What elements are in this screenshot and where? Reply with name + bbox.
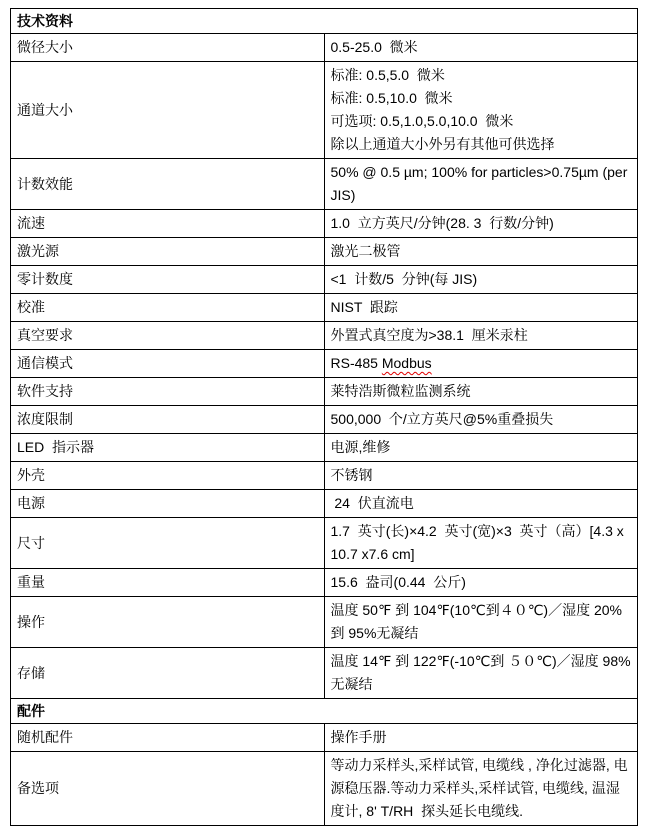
value-line: 莱特浩斯微粒监测系统 [330,383,471,399]
value-line: <1 计数/5 分钟(每 JIS) [330,271,478,287]
value-line: 温度 50℉ 到 104℉(10℃到４０℃)／湿度 20%到 95%无凝结 [330,602,622,641]
row-label-cell: 通道大小 [11,62,325,159]
row-label-cell: 存储 [11,648,325,699]
table-row [11,462,638,490]
row-label-cell: 重量 [11,569,325,597]
row-value-cell [324,518,638,569]
row-value-cell [324,490,638,518]
row-value-cell [324,159,638,210]
row-label-cell: 校准 [11,294,325,322]
row-label-cell: 真空要求 [11,322,325,350]
row-value-cell [324,294,638,322]
value-line: 50% @ 0.5 µm; 100% for particles>0.75µm (per JIS) [330,164,632,203]
value-line: 1.7 英寸(长)×4.2 英寸(宽)×3 英寸（高）[4.3 x 10.7 x7.6 cm] [330,523,628,562]
value-line: 1.0 立方英尺/分钟(28. 3 行数/分钟) [330,215,554,231]
value-line: NIST 跟踪 [330,299,398,315]
row-label-cell: 微径大小 [11,34,325,62]
value-line: 不锈钢 [330,467,373,483]
spec-table-body [11,9,638,826]
value-line [331,352,632,375]
value-line: 标准: 0.5,5.0 微米 [330,67,445,83]
table-row [11,490,638,518]
row-value-cell [324,266,638,294]
row-label-cell: 备选项 [11,752,325,826]
table-row [11,648,638,699]
value-line: 标准: 0.5,10.0 微米 [330,90,453,106]
row-label-cell: 操作 [11,597,325,648]
row-label-cell: 零计数度 [11,266,325,294]
row-value-cell [324,210,638,238]
table-row [11,159,638,210]
value-line: 激光二极管 [330,243,401,259]
table-row [11,62,638,159]
section-header-row [11,699,638,724]
row-value-cell [324,724,638,752]
table-row [11,210,638,238]
table-row [11,34,638,62]
table-row [11,378,638,406]
row-label-cell: 激光源 [11,238,325,266]
row-value-cell [324,378,638,406]
row-label-cell: 随机配件 [11,724,325,752]
value-line: 操作手册 [330,729,387,745]
value-line: 24 伏直流电 [330,495,414,511]
row-value-cell [324,238,638,266]
table-row [11,350,638,378]
row-label-cell: 外壳 [11,462,325,490]
value-line: 外置式真空度为>38.1 厘米汞柱 [330,327,528,343]
table-row [11,238,638,266]
table-row [11,406,638,434]
table-row [11,569,638,597]
row-value-cell [324,406,638,434]
row-label-cell: 浓度限制 [11,406,325,434]
row-value-cell [324,434,638,462]
value-line: 15.6 盎司(0.44 公斤) [330,574,466,590]
table-row [11,266,638,294]
table-row [11,294,638,322]
value-line: 电源,维修 [330,439,391,455]
row-label-cell: 流速 [11,210,325,238]
row-label-cell: 软件支持 [11,378,325,406]
table-row [11,597,638,648]
row-value-cell [324,34,638,62]
value-text: RS-485 [330,355,382,371]
table-row [11,434,638,462]
table-row [11,518,638,569]
value-line: 0.5-25.0 微米 [330,39,418,55]
spellcheck-underlined-word: Modbus [381,355,432,371]
row-label-cell: 电源 [11,490,325,518]
row-value-cell [324,350,638,378]
value-line: 等动力采样头,采样试管, 电缆线 , 净化过滤器, 电源稳压器.等动力采样头,采样试管, 电缆线, 温湿度计, 8' T/RH 探头延长电缆线. [330,757,628,819]
row-label-cell: LED 指示器 [11,434,325,462]
table-row [11,752,638,826]
value-line: 500,000 个/立方英尺@5%重叠损失 [330,411,554,427]
row-label-cell: 计数效能 [11,159,325,210]
row-value-cell [324,322,638,350]
row-value-cell [324,752,638,826]
table-row [11,724,638,752]
value-line: 可选项: 0.5,1.0,5.0,10.0 微米 [330,113,514,129]
row-value-cell [324,569,638,597]
row-value-cell [324,62,638,159]
row-value-cell [324,597,638,648]
table-row [11,322,638,350]
value-line: 除以上通道大小外另有其他可供选择 [330,136,555,152]
row-value-cell [324,648,638,699]
row-value-cell [324,462,638,490]
section-header-label: 配件 [11,699,638,724]
row-label-cell: 通信模式 [11,350,325,378]
row-label-cell: 尺寸 [11,518,325,569]
section-header-label: 技术资料 [11,9,638,34]
spec-table [10,8,638,826]
section-header-row [11,9,638,34]
value-line: 温度 14℉ 到 122℉(-10℃到 ５０℃)／湿度 98%无凝结 [330,653,631,692]
